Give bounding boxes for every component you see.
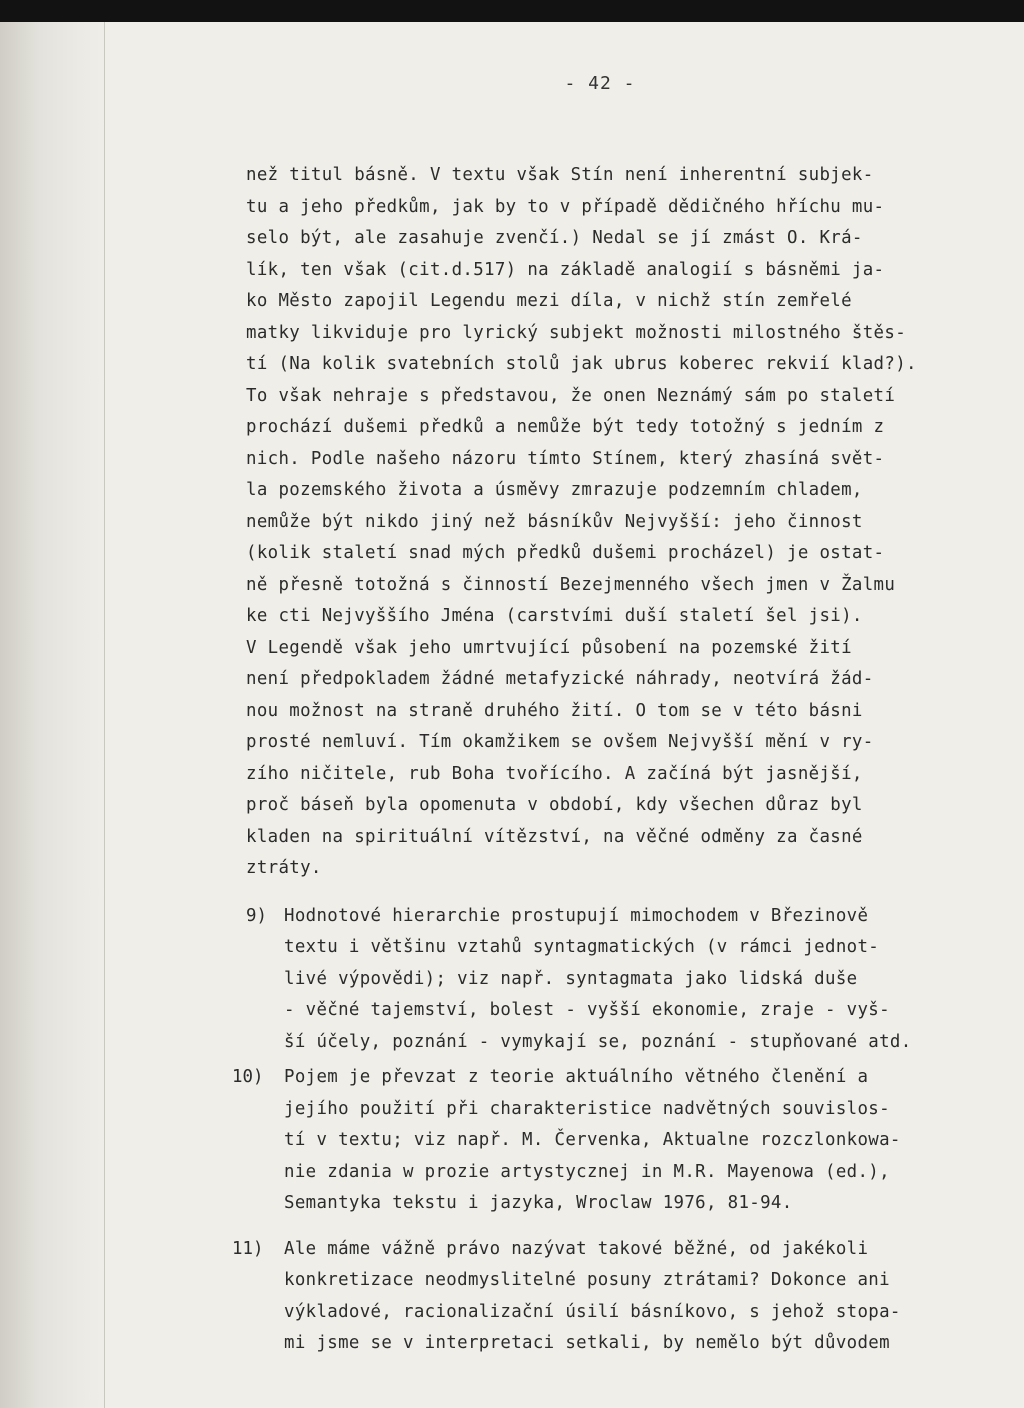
- binding-shadow: [0, 22, 108, 1408]
- text-line: selo být, ale zasahuje zvenčí.) Nedal se jí zmást O. Krá-: [246, 228, 863, 248]
- text-line: ztráty.: [246, 858, 322, 878]
- text-line: prosté nemluví. Tím okamžikem se ovšem Nejvyšší mění v ry-: [246, 732, 874, 752]
- text-line: prochází dušemi předků a nemůže být tedy totožný s jedním z: [246, 417, 885, 437]
- text-line: la pozemského života a úsměvy zmrazuje podzemním chladem,: [246, 480, 863, 500]
- footnote-line: konkretizace neodmyslitelné posuny ztrátami? Dokonce ani: [284, 1270, 890, 1290]
- text-line: než titul básně. V textu však Stín není inherentní subjek-: [246, 165, 874, 185]
- text-line: tí (Na kolik svatebních stolů jak ubrus koberec rekvií klad?).: [246, 354, 917, 374]
- footnote-marker: 11): [232, 1238, 264, 1259]
- footnotes: [232, 901, 1006, 1360]
- footnote-text: [246, 1234, 1006, 1360]
- footnote-line: jejího použití při charakteristice nadvětných souvislos-: [284, 1098, 890, 1119]
- document-body: [232, 160, 1006, 1360]
- paragraph-gap: [246, 885, 1006, 901]
- text-line: To však nehraje s představou, že onen Neznámý sám po staletí: [246, 385, 896, 406]
- text-line: ně přesně totožná s činností Bezejmenného všech jmen v Žalmu: [246, 574, 896, 595]
- footnote-text: [246, 901, 1006, 1059]
- footnote-line: výkladové, racionalizační úsilí básníkovo, s jehož stopa-: [284, 1301, 901, 1322]
- text-line: (kolik staletí snad mých předků dušemi procházel) je ostat-: [246, 543, 885, 563]
- text-line: kladen na spirituální vítězství, na věčné odměny za časné: [246, 826, 863, 847]
- text-line: ko Město zapojil Legendu mezi díla, v nichž stín zemřelé: [246, 291, 852, 311]
- page-number: - 42 -: [564, 73, 636, 94]
- text-line: není předpokladem žádné metafyzické náhrady, neotvírá žád-: [246, 669, 874, 689]
- footnote-line: textu i většinu vztahů syntagmatických (v rámci jednot-: [284, 937, 880, 957]
- footnote-line: - věčné tajemství, bolest - vyšší ekonomie, zraje - vyš-: [284, 1000, 890, 1020]
- page-edge: [104, 22, 105, 1408]
- footnote-line: Ale máme vážně právo nazývat takové běžné, od jakékoli: [284, 1238, 869, 1259]
- text-line: ke cti Nejvyššího Jména (carstvími duší staletí šel jsi).: [246, 606, 863, 626]
- text-line: nemůže být nikdo jiný než básníkův Nejvyšší: jeho činnost: [246, 511, 863, 532]
- footnote-line: nie zdania w prozie artystycznej in M.R. Mayenowa (ed.),: [284, 1161, 890, 1182]
- footnote-line: Semantyka tekstu i jazyka, Wroclaw 1976, 81-94.: [284, 1193, 793, 1213]
- main-paragraph: [246, 160, 1006, 885]
- text-line: zího ničitele, rub Boha tvořícího. A začíná být jasnější,: [246, 763, 863, 784]
- footnote-line: mi jsme se v interpretaci setkali, by nemělo být důvodem: [284, 1333, 890, 1353]
- footnote-line: ší účely, poznání - vymykají se, poznání - stupňované atd.: [284, 1031, 912, 1052]
- footnote-line: tí v textu; viz např. M. Červenka, Aktualne rozczlonkowa-: [284, 1130, 901, 1150]
- text-line: matky likviduje pro lyrický subjekt možnosti milostného štěs-: [246, 322, 907, 343]
- text-line: proč báseň byla opomenuta v období, kdy všechen důraz byl: [246, 795, 863, 815]
- footnote: [232, 1234, 1006, 1360]
- footnote-line: livé výpovědi); viz např. syntagmata jako lidská duše: [284, 968, 858, 989]
- scan-top-border: [0, 0, 1024, 22]
- text-line: nich. Podle našeho názoru tímto Stínem, který zhasíná svět-: [246, 448, 885, 469]
- text-line: nou možnost na straně druhého žití. O tom se v této básni: [246, 700, 863, 721]
- text-line: tu a jeho předkům, jak by to v případě dědičného hříchu mu-: [246, 196, 885, 217]
- footnote: [232, 1062, 1006, 1220]
- text-line: V Legendě však jeho umrtvující působení na pozemské žití: [246, 637, 852, 658]
- footnote-marker: 10): [232, 1067, 264, 1087]
- footnote-text: [246, 1062, 1006, 1220]
- footnote-line: Pojem je převzat z teorie aktuálního větného členění a: [284, 1067, 869, 1087]
- footnote-marker: 9): [246, 905, 267, 926]
- text-line: lík, ten však (cit.d.517) na základě analogií s básněmi ja-: [246, 259, 885, 280]
- footnote-line: Hodnotové hierarchie prostupují mimochodem v Březinově: [284, 905, 869, 926]
- footnote: [246, 901, 1006, 1059]
